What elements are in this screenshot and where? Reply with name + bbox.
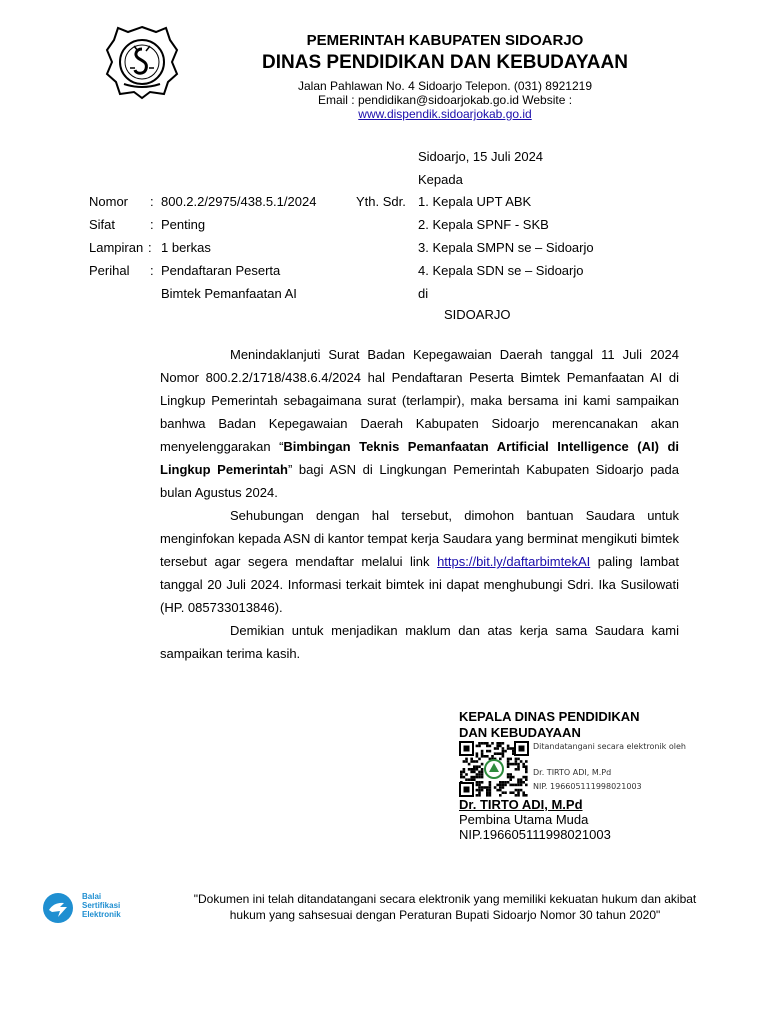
meta-label-perihal: Perihal: [89, 263, 130, 278]
bsre-logo: [40, 890, 140, 926]
footer-line-1: "Dokumen ini telah ditandatangani secara elektronik yang memiliki kekuatan hukum dan akibat: [193, 892, 697, 906]
meta-value-nomor: 800.2.2/2975/438.5.1/2024: [161, 194, 317, 209]
letter-date: Sidoarjo, 15 Juli 2024: [418, 149, 544, 164]
legal-footer: [160, 891, 730, 923]
letterhead-government: PEMERINTAH KABUPATEN SIDOARJO: [306, 32, 584, 49]
recipient-item: 2. Kepala SPNF - SKB: [418, 217, 549, 232]
meta-colon: :: [150, 194, 154, 209]
meta-value-perihal: Pendaftaran Peserta: [161, 263, 281, 278]
kepada-label: Kepada: [418, 172, 463, 187]
bsre-text-3: Elektronik: [82, 910, 121, 919]
letter-body: [160, 343, 679, 665]
recipient-item: 4. Kepala SDN se – Sidoarjo: [418, 263, 584, 278]
meta-value-sifat: Penting: [161, 217, 206, 232]
esign-name: Dr. TIRTO ADI, M.Pd: [533, 768, 612, 777]
qr-code-icon: [459, 741, 529, 797]
recipient-city: SIDOARJO: [444, 307, 511, 322]
meta-value-perihal-line2: Bimtek Pemanfaatan AI: [161, 286, 297, 301]
letterhead-website: [210, 107, 680, 121]
bsre-text-2: Sertifikasi: [82, 901, 121, 910]
signatory-rank: Pembina Utama Muda: [459, 812, 589, 827]
registration-link[interactable]: https://bit.ly/daftarbimtekAI: [437, 554, 591, 569]
meta-label-sifat: Sifat: [89, 217, 116, 232]
meta-value-lampiran: 1 berkas: [161, 240, 211, 255]
bsre-text-1: Balai: [82, 892, 102, 901]
letterhead-office: DINAS PENDIDIKAN DAN KEBUDAYAAN: [262, 52, 628, 73]
recipient-item: 1. Kepala UPT ABK: [418, 194, 532, 209]
di-label: di: [418, 286, 429, 301]
meta-colon: :: [150, 217, 154, 232]
esign-caption: Ditandatangani secara elektronik oleh: [533, 742, 686, 751]
bsre-emblem-icon: [40, 890, 76, 926]
body-paragraph-1: Menindaklanjuti Surat Badan Kepegawaian Daerah tanggal 11 Juli 2024 Nomor 800.2.2/1718/438.6.4/2024 hal Pendaftaran Peserta Bimtek Pemanfaatan AI di Lingkup Pemerintah sebagaimana surat (terlampir), maka bersama ini kami sampaikan banhwa Badan Kepegawaian Daerah Kabupaten Sidoarjo merencanakan akan menyelenggarakan “Bimbingan Teknis Pemanfaatan Artificial Intelligence (AI) di Lingkup Pemerintah” bagi ASN di Lingkungan Pemerintah Kabupaten Sidoarjo pada bulan Agustus 2024.: [160, 347, 679, 500]
recipient-item: 3. Kepala SMPN se – Sidoarjo: [418, 240, 594, 255]
footer-line-2: hukum yang sahsesuai dengan Peraturan Bupati Sidoarjo Nomor 30 tahun 2020": [229, 908, 661, 922]
letterhead-address: Jalan Pahlawan No. 4 Sidoarjo Telepon. (031) 8921219: [298, 79, 592, 93]
meta-label-lampiran: Lampiran: [89, 240, 144, 255]
website-link[interactable]: www.dispendik.sidoarjokab.go.id: [358, 107, 532, 121]
meta-label-nomor: Nomor: [89, 194, 129, 209]
regency-emblem-icon: [104, 24, 180, 100]
signatory-title: KEPALA DINAS PENDIDIKAN DAN KEBUDAYAAN: [459, 709, 640, 740]
body-paragraph-2: Sehubungan dengan hal tersebut, dimohon bantuan Saudara untuk menginfokan kepada ASN di kantor tempat kerja Saudara yang berminat mengikuti bimtek tersebut agar segera mendaftar melalui link https://bit.ly/daftarbimtekAI paling lambat tanggal 20 Juli 2024. Informasi terkait bimtek ini dapat menghubungi Sdri. Ika Susilowati (HP. 085733013846).: [160, 508, 679, 615]
esign-nip: NIP. 196605111998021003: [533, 782, 642, 791]
body-paragraph-3: Demikian untuk menjadikan maklum dan atas kerja sama Saudara kami sampaikan terima kasih.: [160, 623, 679, 661]
meta-colon: :: [150, 263, 154, 278]
event-name: Bimbingan Teknis Pemanfaatan Artificial Intelligence (AI) di Lingkup Pemerintah: [160, 439, 679, 477]
yth-label: Yth. Sdr.: [356, 194, 406, 209]
letterhead-email: Email : pendidikan@sidoarjokab.go.id Website :: [317, 93, 573, 107]
signatory-nip: NIP.196605111998021003: [459, 827, 611, 842]
signatory-name: Dr. TIRTO ADI, M.Pd: [459, 797, 583, 812]
meta-colon: :: [148, 240, 152, 255]
